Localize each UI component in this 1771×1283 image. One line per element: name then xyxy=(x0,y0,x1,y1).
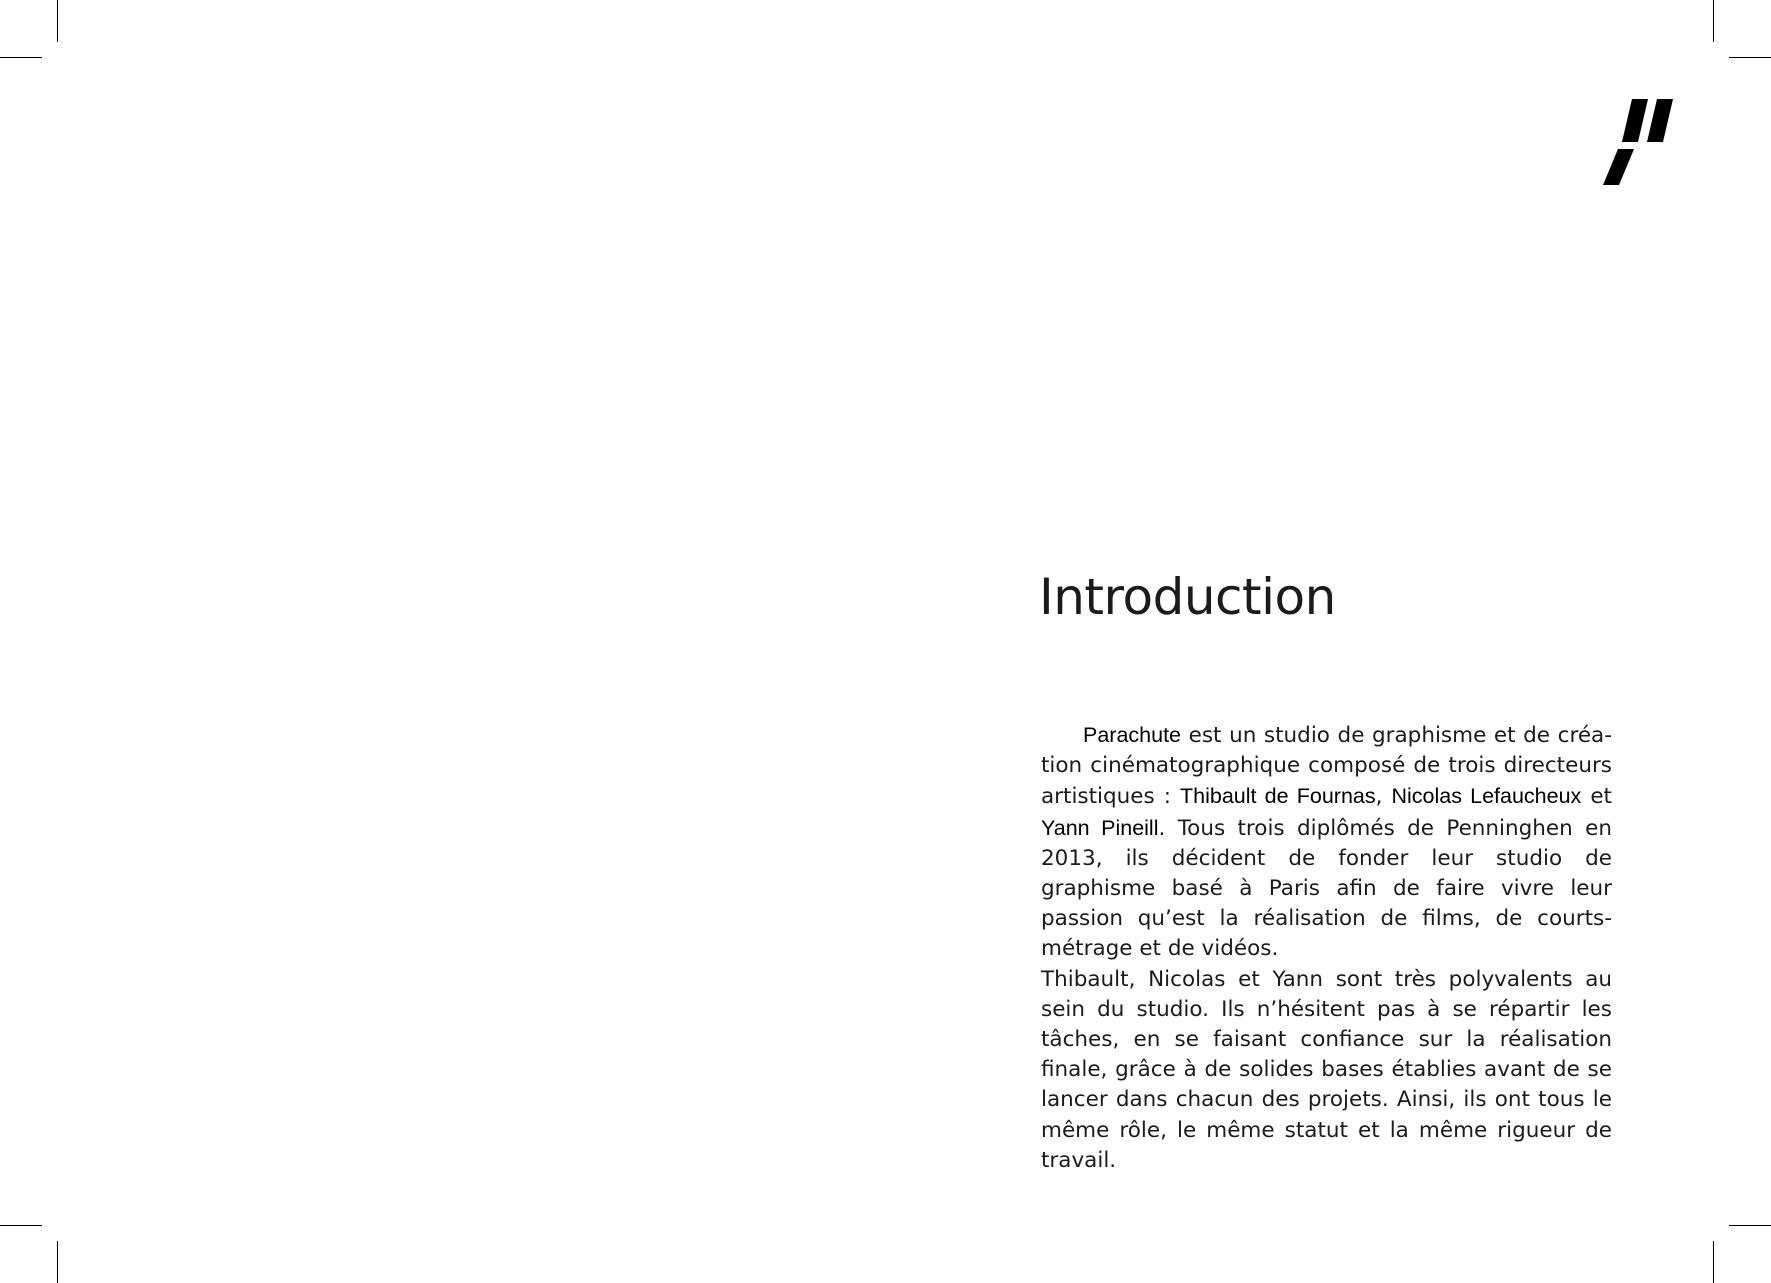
crop-mark-bottom-right-horizontal xyxy=(1729,1225,1771,1226)
paragraph-text-a: est un studio de graphisme et de création cinématographique composé de trois directeurs artistiques : xyxy=(1041,723,1612,810)
intro-paragraph-1 xyxy=(1041,720,1612,965)
person-name-yann: Yann Pineill xyxy=(1041,815,1159,840)
studio-name: Parachute xyxy=(1083,723,1182,747)
page-title: Introduction xyxy=(1039,568,1336,626)
crop-mark-top-left-vertical xyxy=(57,0,58,42)
person-name-nicolas: Nicolas Lefaucheux xyxy=(1391,784,1582,809)
intro-text xyxy=(1041,720,1612,1176)
crop-mark-top-right-horizontal xyxy=(1729,57,1771,58)
person-name-thibault: Thibault de Fournas xyxy=(1180,784,1376,809)
parachute-logo-icon xyxy=(1603,99,1673,185)
intro-paragraph-2: Thibault, Nicolas et Yann sont très polyvalents au sein du studio. Ils n’hésitent pas à se répartir les tâches, en se faisant confiance sur la réalisation finale, grâce à de solides bases établies avant de se lancer dans chacun des projets. Ainsi, ils ont tous le même rôle, le même statut et la même rigueur de travail. xyxy=(1041,966,1612,1173)
paragraph-text-c: . Tous trois diplômés de Penninghen en 2013, ils décident de fonder leur studio de graphisme basé à Paris afin de faire vivre leur passion qu’est la réalisation de films, de courts-métrage et de vidéos. xyxy=(1041,815,1612,962)
crop-mark-bottom-left-horizontal xyxy=(0,1225,42,1226)
logo-stroke-bottom xyxy=(1603,149,1634,185)
crop-mark-bottom-right-vertical xyxy=(1713,1241,1714,1283)
logo-stroke-left xyxy=(1622,99,1648,142)
crop-mark-top-left-horizontal xyxy=(0,57,42,58)
crop-mark-bottom-left-vertical xyxy=(57,1241,58,1283)
paragraph-text-b: et xyxy=(1581,784,1612,810)
paragraph-separator: , xyxy=(1375,784,1392,810)
crop-mark-top-right-vertical xyxy=(1713,0,1714,42)
logo-stroke-right xyxy=(1647,99,1673,142)
